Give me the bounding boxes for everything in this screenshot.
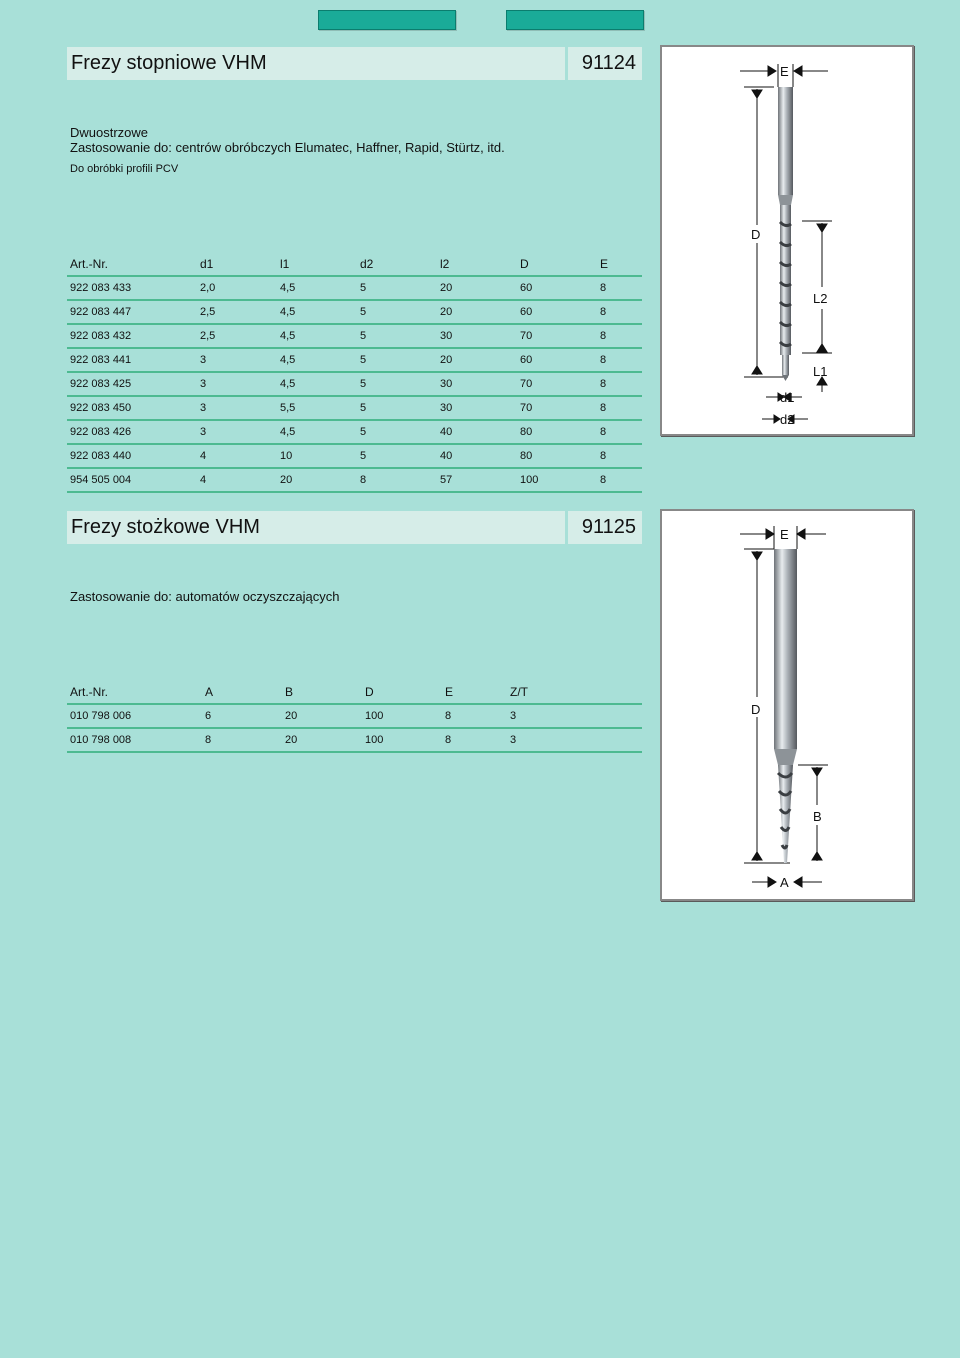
col-header: Art.-Nr. — [67, 253, 197, 276]
table-cell: 4,5 — [277, 348, 357, 372]
table-row — [67, 372, 642, 396]
table-cell: 922 083 426 — [67, 420, 197, 444]
section2-line1: Zastosowanie do: automatów oczyszczających — [70, 589, 340, 604]
section1-spec-table — [67, 253, 642, 493]
table-cell: 3 — [197, 420, 277, 444]
table-cell: 5 — [357, 420, 437, 444]
table-cell: 4,5 — [277, 372, 357, 396]
table-cell: 70 — [517, 396, 597, 420]
table-cell: 2,5 — [197, 324, 277, 348]
section1-line1: Dwuostrzowe — [70, 125, 149, 140]
col-header: D — [517, 253, 597, 276]
table-cell: 5 — [357, 276, 437, 300]
table-row — [67, 444, 642, 468]
table-cell: 4,5 — [277, 420, 357, 444]
table-row — [67, 704, 642, 728]
label-b: B — [813, 809, 822, 824]
label-d: D — [751, 702, 761, 717]
dimension-l1 — [817, 377, 827, 392]
col-header: d1 — [197, 253, 277, 276]
table-cell: 3 — [507, 728, 642, 752]
table-cell: 4,5 — [277, 300, 357, 324]
top-tab-left[interactable] — [318, 10, 456, 30]
table-cell: 20 — [277, 468, 357, 492]
table-row — [67, 468, 642, 492]
table-cell: 30 — [437, 372, 517, 396]
table-cell: 57 — [437, 468, 517, 492]
table-cell: 40 — [437, 444, 517, 468]
table-cell: 010 798 006 — [67, 704, 202, 728]
section1-code: 91124 — [568, 47, 642, 80]
table-cell: 70 — [517, 324, 597, 348]
table-cell: 5,5 — [277, 396, 357, 420]
table-cell: 3 — [197, 348, 277, 372]
conical-cutter-drawing — [774, 549, 797, 863]
table-cell: 8 — [597, 396, 642, 420]
label-e: E — [780, 64, 789, 79]
col-header: E — [442, 681, 507, 704]
label-l1: L1 — [813, 364, 828, 379]
section2-code: 91125 — [568, 511, 642, 544]
table-cell: 30 — [437, 324, 517, 348]
dimension-l2 — [802, 221, 832, 353]
table-cell: 40 — [437, 420, 517, 444]
section2-title: Frezy stożkowe VHM — [67, 511, 565, 544]
table-cell: 4,5 — [277, 276, 357, 300]
table-cell: 922 083 441 — [67, 348, 197, 372]
table-cell: 20 — [282, 728, 362, 752]
table-cell: 5 — [357, 396, 437, 420]
table-cell: 60 — [517, 300, 597, 324]
table-header-row — [67, 253, 642, 276]
table-cell: 8 — [597, 420, 642, 444]
table-cell: 8 — [597, 276, 642, 300]
table-cell: 4 — [197, 444, 277, 468]
table-cell: 922 083 440 — [67, 444, 197, 468]
table-cell: 8 — [597, 468, 642, 492]
table-cell: 20 — [437, 276, 517, 300]
table-cell: 8 — [357, 468, 437, 492]
col-header: l1 — [277, 253, 357, 276]
table-header-row — [67, 681, 642, 704]
section1-title: Frezy stopniowe VHM — [67, 47, 565, 80]
col-header: Z/T — [507, 681, 642, 704]
table-cell: 30 — [437, 396, 517, 420]
col-header: A — [202, 681, 282, 704]
table-cell: 100 — [517, 468, 597, 492]
table-cell: 8 — [597, 300, 642, 324]
table-cell: 954 505 004 — [67, 468, 197, 492]
label-a: A — [780, 875, 789, 890]
table-cell: 4 — [197, 468, 277, 492]
table-row — [67, 300, 642, 324]
table-cell: 2,0 — [197, 276, 277, 300]
col-header: E — [597, 253, 642, 276]
table-cell: 010 798 008 — [67, 728, 202, 752]
table-cell: 8 — [597, 348, 642, 372]
table-cell: 5 — [357, 300, 437, 324]
table-cell: 922 083 425 — [67, 372, 197, 396]
table-cell: 3 — [197, 396, 277, 420]
table-cell: 8 — [202, 728, 282, 752]
table-cell: 922 083 450 — [67, 396, 197, 420]
table-cell: 2,5 — [197, 300, 277, 324]
section2-spec-table — [67, 681, 642, 753]
table-cell: 20 — [437, 348, 517, 372]
label-d1: d1 — [780, 390, 795, 405]
table-row — [67, 396, 642, 420]
section1-line3: Do obróbki profili PCV — [70, 163, 179, 175]
table-row — [67, 420, 642, 444]
table-cell: 80 — [517, 420, 597, 444]
table-cell: 20 — [282, 704, 362, 728]
table-cell: 60 — [517, 276, 597, 300]
table-cell: 80 — [517, 444, 597, 468]
table-cell: 100 — [362, 704, 442, 728]
section2-conical-cutter-figure — [660, 509, 914, 901]
table-cell: 6 — [202, 704, 282, 728]
top-tab-right[interactable] — [506, 10, 644, 30]
table-cell: 5 — [357, 324, 437, 348]
table-cell: 3 — [197, 372, 277, 396]
table-cell: 100 — [362, 728, 442, 752]
table-cell: 8 — [597, 372, 642, 396]
label-d2: d2 — [780, 412, 795, 427]
table-cell: 3 — [507, 704, 642, 728]
table-row — [67, 324, 642, 348]
section1-stepped-cutter-figure — [660, 45, 914, 436]
col-header: D — [362, 681, 442, 704]
col-header: l2 — [437, 253, 517, 276]
col-header: Art.-Nr. — [67, 681, 202, 704]
table-cell: 70 — [517, 372, 597, 396]
table-cell: 922 083 447 — [67, 300, 197, 324]
section1-line2: Zastosowanie do: centrów obróbczych Elumatec, Haffner, Rapid, Stürtz, itd. — [70, 140, 505, 155]
table-cell: 8 — [597, 324, 642, 348]
table-cell: 4,5 — [277, 324, 357, 348]
label-e: E — [780, 527, 789, 542]
col-header: d2 — [357, 253, 437, 276]
table-row — [67, 728, 642, 752]
table-cell: 8 — [442, 728, 507, 752]
table-cell: 5 — [357, 372, 437, 396]
table-cell: 10 — [277, 444, 357, 468]
table-row — [67, 276, 642, 300]
table-cell: 5 — [357, 348, 437, 372]
table-cell: 8 — [442, 704, 507, 728]
table-cell: 922 083 432 — [67, 324, 197, 348]
table-cell: 922 083 433 — [67, 276, 197, 300]
table-cell: 8 — [597, 444, 642, 468]
table-row — [67, 348, 642, 372]
label-l2: L2 — [813, 291, 828, 306]
col-header: B — [282, 681, 362, 704]
table-cell: 5 — [357, 444, 437, 468]
stepped-cutter-drawing — [778, 87, 793, 381]
table-cell: 20 — [437, 300, 517, 324]
table-cell: 60 — [517, 348, 597, 372]
label-d: D — [751, 227, 761, 242]
